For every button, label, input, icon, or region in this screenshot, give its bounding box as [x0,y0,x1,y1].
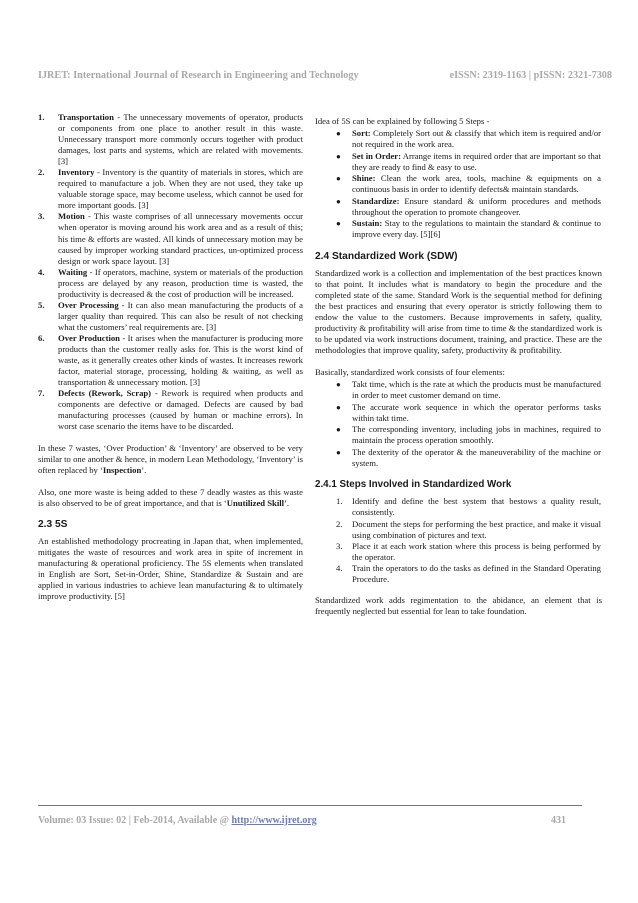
list-item [315,563,602,585]
inspection-paragraph [38,443,303,476]
item-number: 1. [38,112,45,122]
item-text: Clean the work area, tools, machine & equipments on a continuous basis in order to identify defects& maintain standards. [352,173,601,195]
item-term: Sustain: [352,218,383,229]
item-term: Sort: [352,128,371,139]
page-number: 431 [551,815,566,826]
item-number: 2. [38,167,45,178]
para-text: In these 7 wastes, ‘Over Production’ & ‘Inventory’ are observed to be very similar to one another & hence, in modern Lean Methodology, ‘Inventory’ is often replaced by ‘ [38,442,303,475]
5s-paragraph: An established methodology procreating in Japan that, when implemented, mitigates the waste of resources and work area in spite of increment in manufacturing & operational proficiency. The 5S elements when translated in English are Sort, Set-in-Order, Shine, Standardize & Sustain and are applied in various industries to achieve lean manufacturing & to ultimately improve productivity. [5] [38,536,303,602]
item-text: Document the steps for performing the best practice, and make it visual using combination of pictures and text. [352,518,601,540]
list-item [38,167,303,211]
list-item [315,196,602,218]
bullet-icon: ● [336,174,341,184]
list-item [38,300,303,333]
item-number: 3. [38,211,45,222]
bullet-icon: ● [336,219,341,229]
item-term: Waiting [58,266,88,277]
item-text: - The unnecessary movements of operator, products or components from one place to another result in this waste. Unnecessary transport more commonly occurs together with product damages, lost parts and systems, which are related with movements. [3] [58,112,303,167]
item-term: Transportation [58,112,114,122]
unutilized-skill-paragraph [38,487,303,509]
volume-info [38,815,317,826]
item-text: The dexterity of the operator & the maneuverability of the machine or system. [352,446,601,468]
item-text: Ensure standard & uniform procedures and methods throughout the operation to promote changeover. [352,195,601,217]
list-item [38,333,303,388]
list-item [315,496,602,518]
item-number: 6. [38,332,45,343]
item-term: Shine: [352,173,376,184]
item-term: Standardize: [352,195,400,206]
running-footer [38,815,566,826]
item-text: Arrange items in required order that are important so that they are ready to find & easy to use. [352,150,601,172]
volume-text: Volume: 03 Issue: 02 | Feb-2014, Available @ [38,815,232,826]
item-number: 2. [336,518,343,529]
elements-list [315,379,602,469]
item-text: Identify and define the best system that bestows a quality result, consistently. [352,496,601,518]
bullet-icon: ● [336,196,341,206]
item-text: Place it at each work station where this process is being performed by the operator. [352,540,601,562]
item-text: - Rework is required when products and components are defective or damaged. Defects are caused by bad manufacturing processes (caused by human or machine errors). In worst case scenario the items have to be discarded. [58,388,303,432]
running-header [38,70,612,81]
list-item [315,128,602,150]
item-term: Motion [58,211,85,222]
section-heading-sdw: 2.4 Standardized Work (SDW) [315,251,458,263]
issn-info: eISSN: 2319-1163 | pISSN: 2321-7308 [449,70,612,81]
bullet-icon: ● [336,379,341,389]
list-item [315,218,602,240]
item-text: The accurate work sequence in which the operator performs tasks within takt time. [352,401,601,423]
list-item [315,402,602,424]
list-item [315,447,602,469]
item-term: Set in Order: [352,150,402,161]
5s-steps-list [315,128,602,240]
item-number: 1. [336,496,343,507]
list-item [38,267,303,300]
bullet-icon: ● [336,151,341,161]
item-text: The corresponding inventory, including jobs in machines, required to maintain the process operation smoothly. [352,424,601,446]
list-item [315,519,602,541]
inspection-term: Inspection [102,464,142,475]
item-text: Train the operators to do the tasks as defined in the Standard Operating Procedure. [352,562,601,584]
sdw-paragraph: Standardized work is a collection and implementation of the best practices known to that point. It includes what is mandatory to begin the procedure and the completed state of the same. Standard Work is the sequential method for defining the best practices and ensuring that every operator is strictly following them to endow the value to the customers. Because improvements in safety, quality, productivity & profitability will arise from time to time & the standardized work is to be updated via work instructions document, training, and practice. These are the methodologies that improve quality, safety, productivity & profitability. [315,268,602,356]
final-paragraph: Standardized work adds regimentation to the abidance, an element that is frequently neglected but essential for lean to take foundation. [315,595,602,617]
item-number: 4. [336,562,343,573]
elements-intro: Basically, standardized work consists of four elements: [315,366,505,377]
item-term: Over Processing [58,299,119,310]
list-item [315,379,602,401]
item-text: - It can also mean manufacturing the products of a larger quality than required. This can also be result of not checking what the customers’ real requirements are. [3] [58,299,303,332]
wastes-list [38,112,303,432]
list-item [38,388,303,432]
list-item [315,151,602,173]
item-term: Inventory [58,167,95,178]
bullet-icon: ● [336,129,341,139]
item-number: 7. [38,388,45,399]
list-item [38,211,303,266]
journal-link[interactable]: http://www.ijret.org [231,815,317,826]
subsection-heading-steps: 2.4.1 Steps Involved in Standardized Work [315,479,512,491]
item-text: - Inventory is the quantity of materials in stores, which are required to manufacture a job. When they are not used, they take up valuable storage space, may become useless, which cannot be used for more important goods. [3] [58,167,303,211]
5s-intro: Idea of 5S can be explained by following 5 Steps - [315,116,490,126]
item-text: - This waste comprises of all unnecessary movements occur when operator is moving around his work area and as a result of this; his time & efforts are wasted. All kinds of unnecessary motion may be caused by improper working standard practices, un-optimized process design or work space layout. [3] [58,211,303,266]
para-text: ’. [284,497,290,508]
item-text: Stay to the regulations to maintain the standard & continue to improve every day. [5][6] [352,218,601,240]
list-item [315,173,602,195]
list-item [315,541,602,563]
bullet-icon: ● [336,425,341,435]
list-item [315,424,602,446]
item-number: 4. [38,266,45,277]
bullet-icon: ● [336,402,341,412]
item-text: - If operators, machine, system or materials of the production process are delayed by any reason, production time is wasted, the productivity is decreased & the cost of production will be increased. [58,266,303,299]
right-column [315,116,602,628]
list-item [38,112,303,167]
item-text: Takt time, which is the rate at which the products must be manufactured in order to meet customer demand on time. [352,378,601,401]
bullet-icon: ● [336,447,341,457]
section-heading-5s: 2.3 5S [38,519,68,531]
sdw-steps-list [315,496,602,584]
unutilized-skill-term: Unutilized Skill [226,497,285,508]
journal-title: IJRET: International Journal of Research in Engineering and Technology [38,70,359,81]
left-column [38,112,303,613]
item-number: 5. [38,299,45,310]
item-text: Completely Sort out & classify that which item is required and/or not required in the work area. [352,128,601,150]
footer-rule [38,805,582,806]
item-term: Defects (Rework, Scrap) [58,388,152,399]
para-text: Also, one more waste is being added to these 7 deadly wastes as this waste is also observed to be of great importance, and that is ‘ [38,486,303,508]
item-text: - It arises when the manufacturer is producing more products than the customer really asks for. This is the worst kind of waste, as it generally creates other kinds of wastes. It increases rework factor, material storage, processing, holding & waiting, as well as transportation & unnecessary motion. [3] [58,332,303,388]
para-text: ’. [141,464,147,475]
item-number: 3. [336,540,343,551]
item-term: Over Production [58,332,120,343]
